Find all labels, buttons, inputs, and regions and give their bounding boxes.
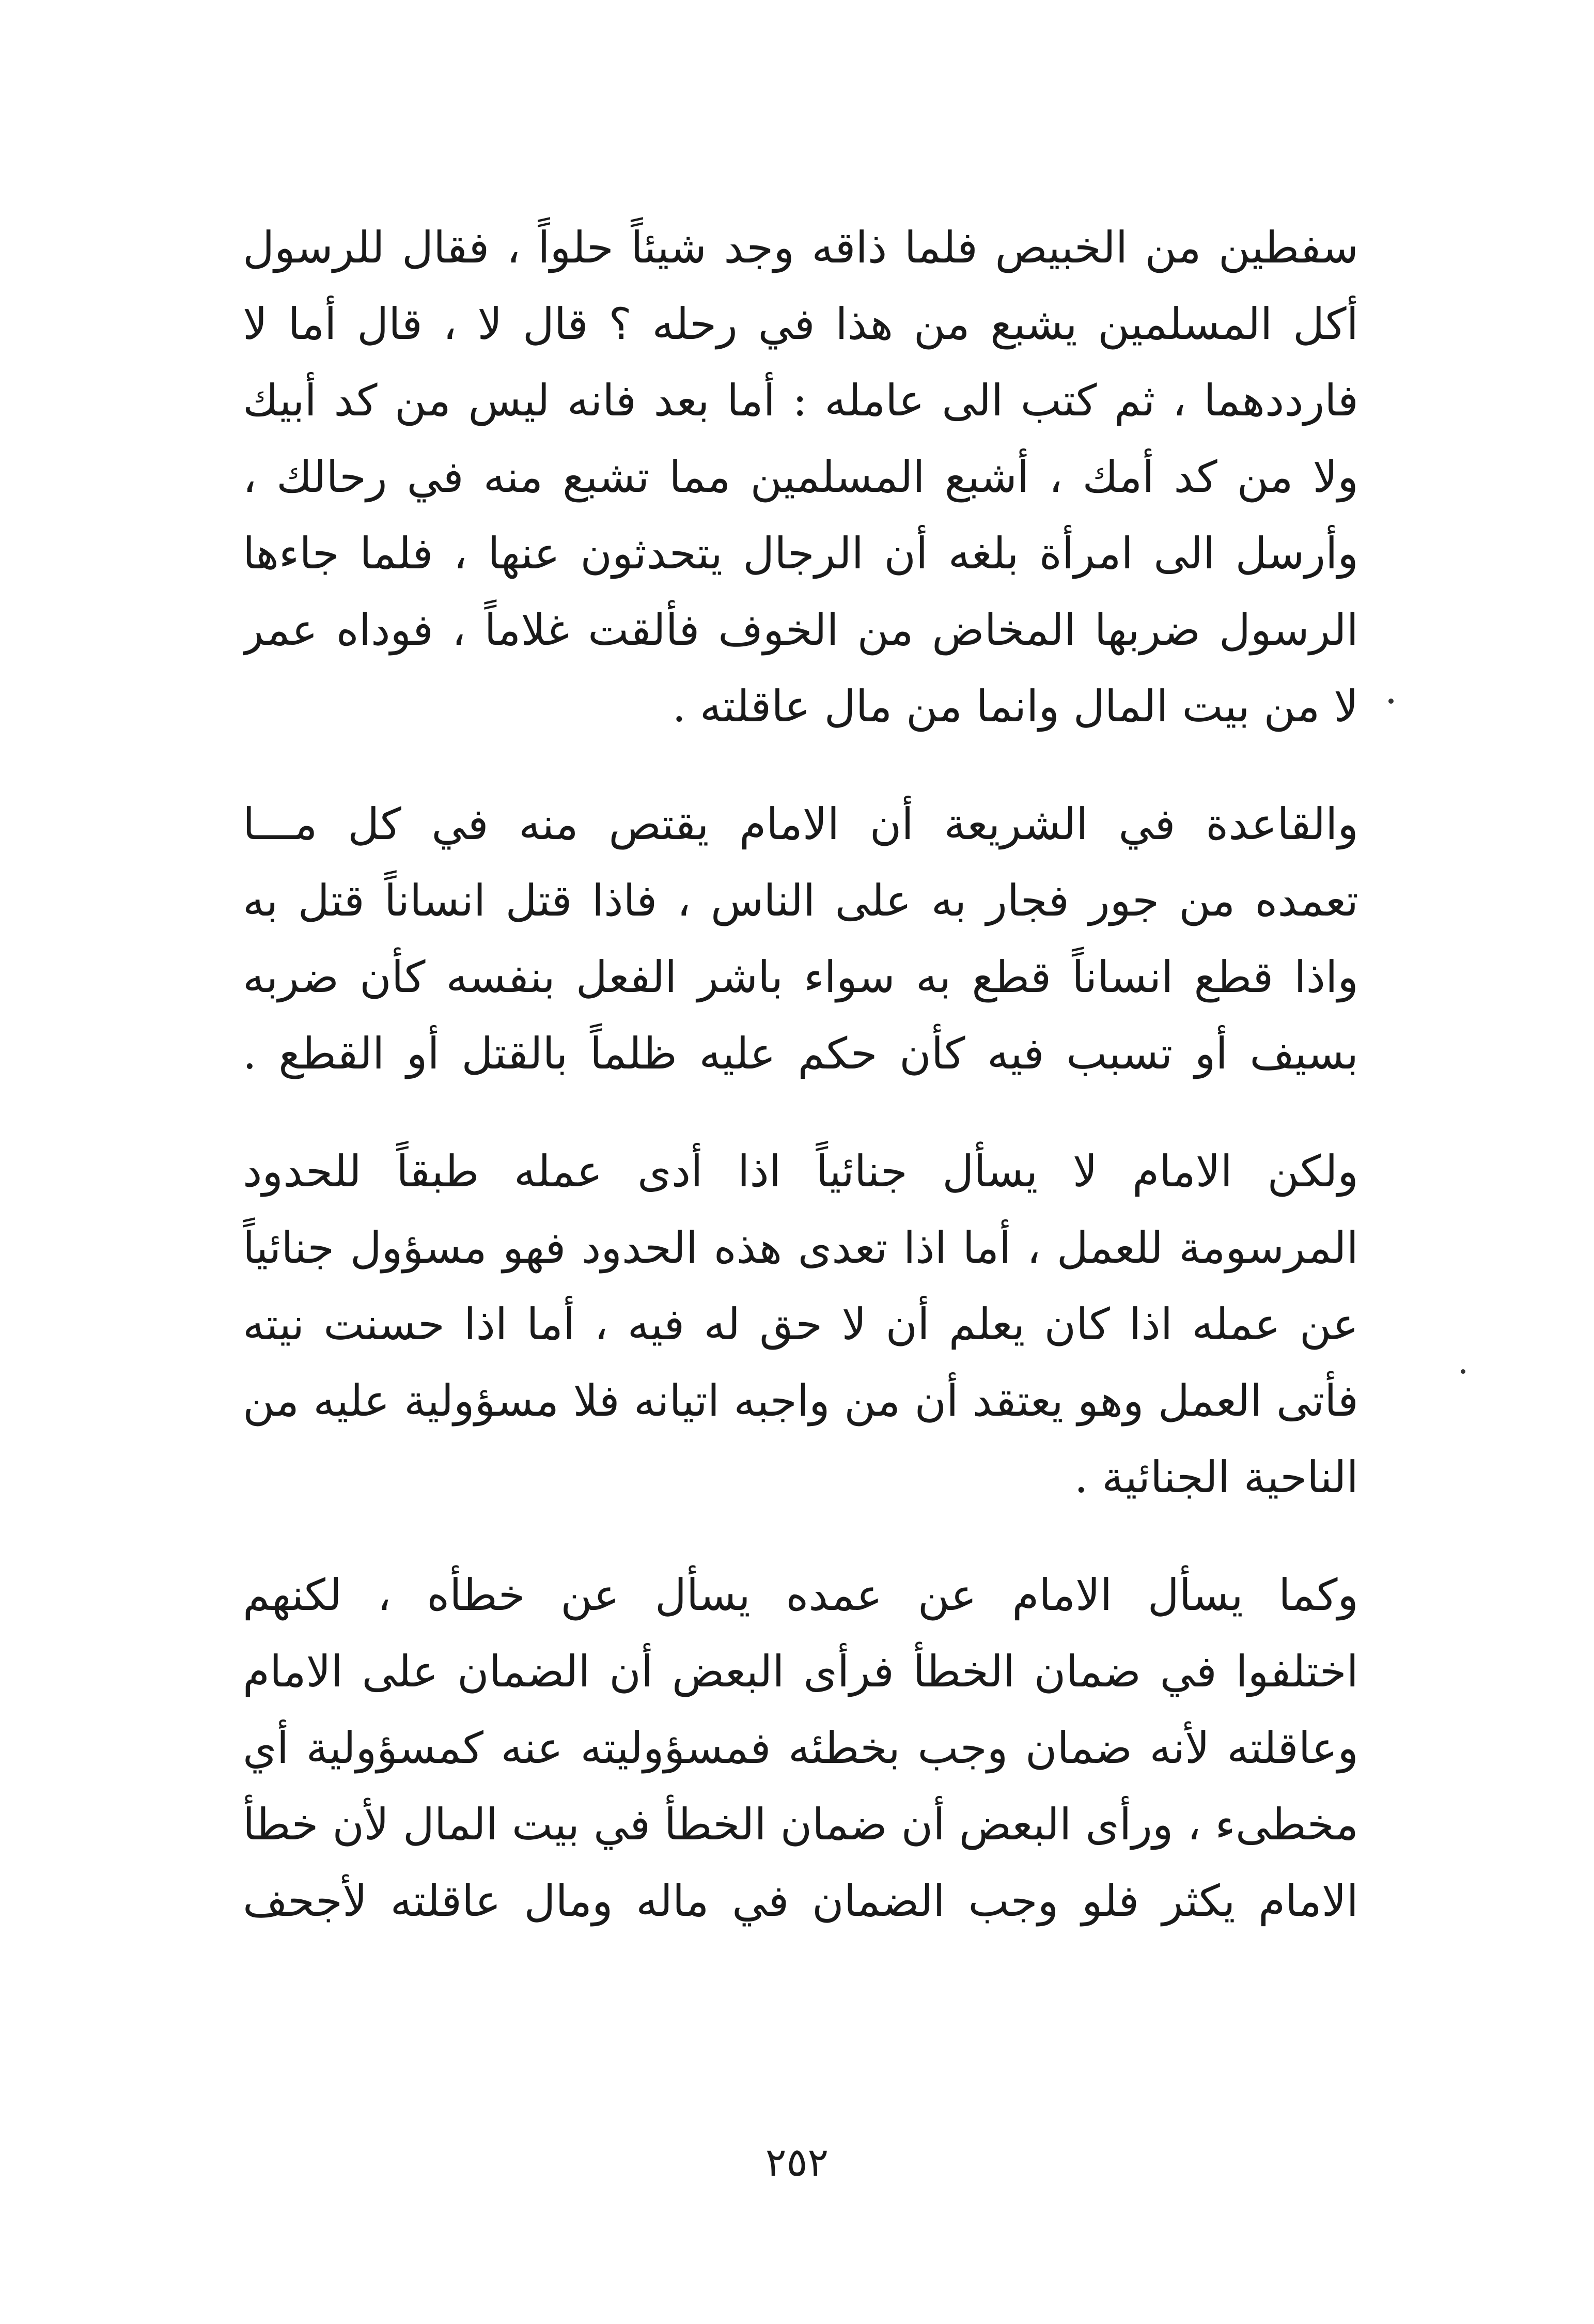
paragraph-gap (243, 745, 1358, 786)
text-line: الرسول ضربها المخاض من الخوف فألقت غلاماً ، فوداه عمر (243, 605, 1358, 655)
text-line: واذا قطع انساناً قطع به سواء باشر الفعل بنفسه كأن ضربه (243, 952, 1358, 1002)
text-line: ولا من كد أمك ، أشبع المسلمين مما تشبع منه في رحالك ، (243, 452, 1358, 502)
text-line: لا من بيت المال وانما من مال عاقلته . (672, 681, 1358, 732)
scan-speck (1388, 699, 1394, 704)
text-line: فارددهما ، ثم كتب الى عامله : أما بعد فانه ليس من كد أبيك (243, 375, 1358, 426)
text-line: عن عمله اذا كان يعلم أن لا حق له فيه ، أما اذا حسنت نيته (243, 1299, 1358, 1350)
text-line: الناحية الجنائية . (1074, 1452, 1358, 1502)
text-line: تعمده من جور فجار به على الناس ، فاذا قتل انساناً قتل به (243, 875, 1358, 926)
text-line: وأرسل الى امرأة بلغه أن الرجال يتحدثون عنها ، فلما جاءها (243, 528, 1358, 579)
page-number: ٢٥٢ (765, 2139, 829, 2185)
text-line: والقاعدة في الشريعة أن الامام يقتص منه في كل مـــا (243, 799, 1358, 849)
scan-speck (1461, 1369, 1465, 1374)
paragraph-1 (243, 209, 1358, 745)
text-line: وكما يسأل الامام عن عمده يسأل عن خطأه ، لكنهم (243, 1570, 1358, 1620)
text-line: اختلفوا في ضمان الخطأ فرأى البعض أن الضمان على الامام (243, 1646, 1358, 1697)
paragraph-4 (243, 1557, 1358, 1939)
body-text (243, 209, 1358, 1939)
text-line: فأتى العمل وهو يعتقد أن من واجبه اتيانه فلا مسؤولية عليه من (243, 1375, 1358, 1426)
paragraph-gap (243, 1092, 1358, 1133)
paragraph-gap (243, 1515, 1358, 1557)
paragraph-2 (243, 786, 1358, 1092)
text-line: بسيف أو تسبب فيه كأن حكم عليه ظلماً بالقتل أو القطع . (243, 1028, 1358, 1079)
text-line: أكل المسلمين يشبع من هذا في رحله ؟ قال لا ، قال أما لا (243, 299, 1358, 349)
text-line: مخطىء ، ورأى البعض أن ضمان الخطأ في بيت المال لأن خطأ (243, 1799, 1358, 1850)
text-line: الامام يكثر فلو وجب الضمان في ماله ومال عاقلته لأجحف (243, 1876, 1358, 1926)
text-line: ولكن الامام لا يسأل جنائياً اذا أدى عمله طبقاً للحدود (243, 1146, 1358, 1197)
text-line: سفطين من الخبيص فلما ذاقه وجد شيئاً حلواً ، فقال للرسول (243, 222, 1358, 273)
paragraph-3 (243, 1133, 1358, 1515)
text-line: وعاقلته لأنه ضمان وجب بخطئه فمسؤوليته عنه كمسؤولية أي (243, 1723, 1358, 1773)
text-line: المرسومة للعمل ، أما اذا تعدى هذه الحدود فهو مسؤول جنائياً (243, 1222, 1358, 1273)
